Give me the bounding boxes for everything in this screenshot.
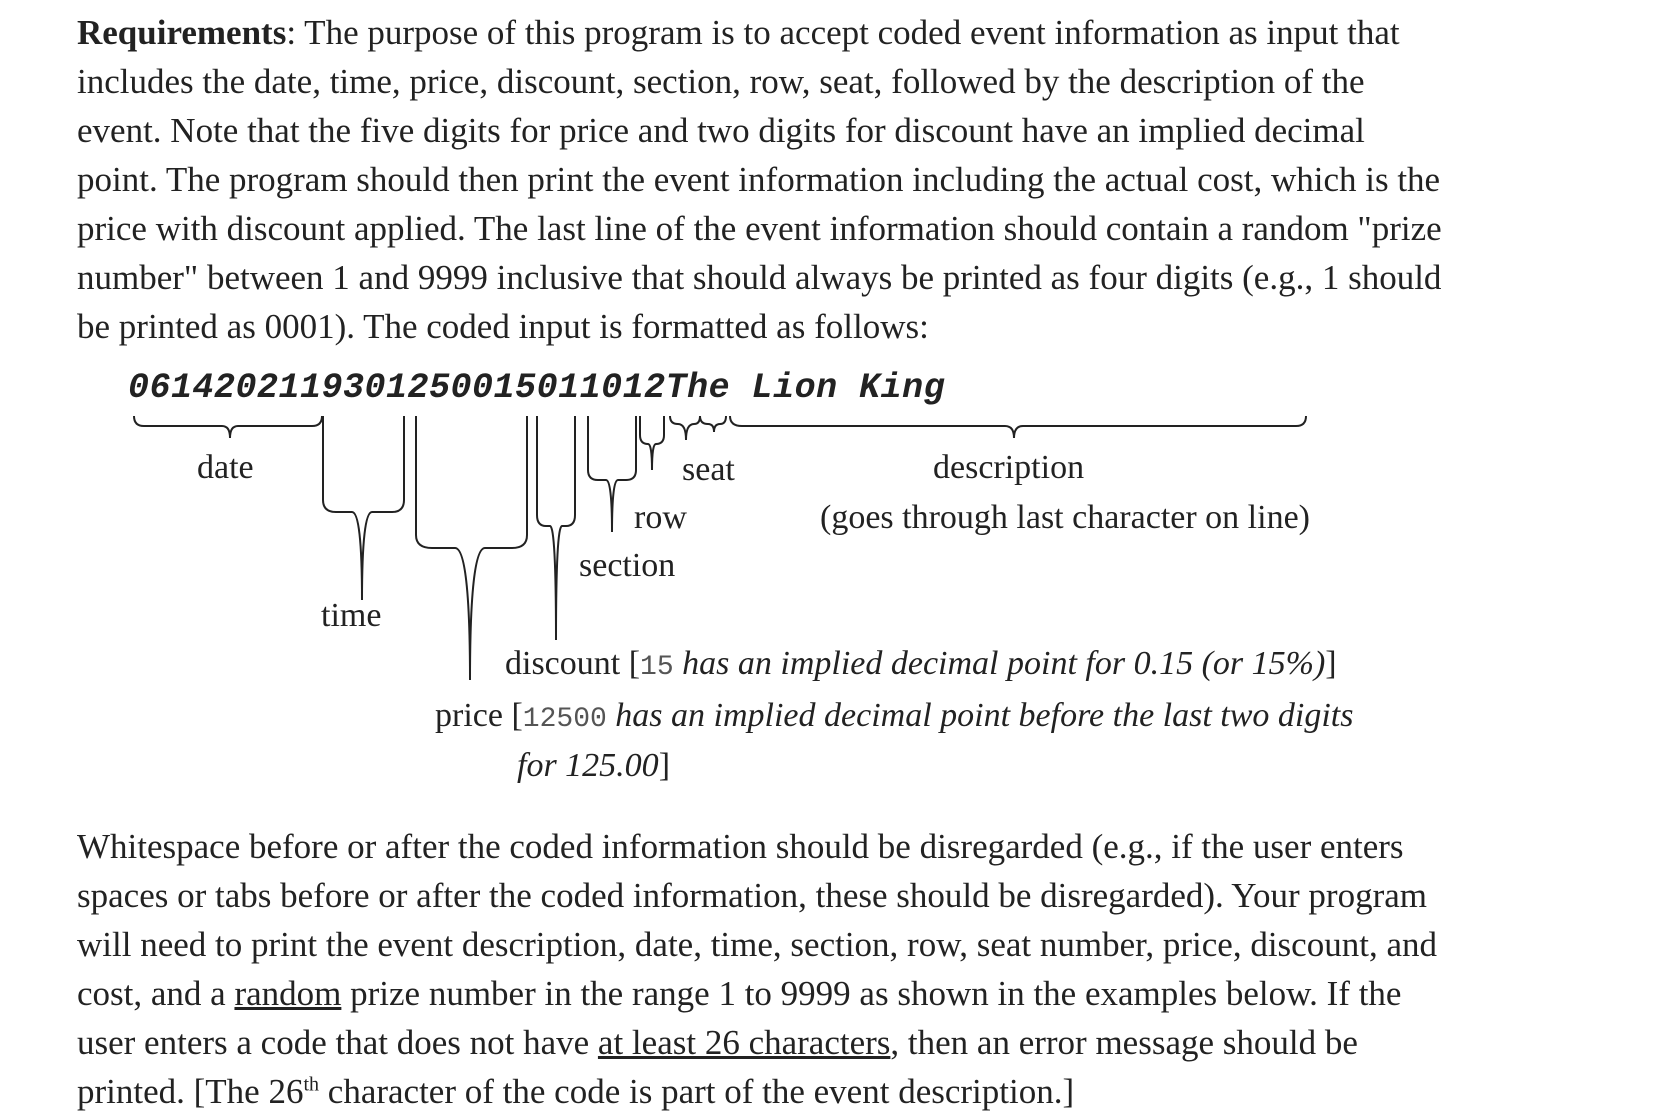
description-brace — [730, 416, 1306, 438]
coded-input-example: 0614202119301250015011012The Lion King — [128, 368, 946, 408]
discount-label: discount [15 has an implied decimal point for 0.15 (or 15%)] — [505, 645, 1337, 683]
description-label: description — [933, 449, 1085, 486]
price-label: price [12500 has an implied decimal point before the last two digits — [435, 697, 1354, 735]
whitespace-line-2: spaces or tabs before or after the coded information, these should be disregarded). Your program — [77, 876, 1427, 915]
whitespace-line-4: cost, and a random prize number in the range 1 to 9999 as shown in the examples below. If the — [77, 974, 1402, 1013]
requirements-line-7: be printed as 0001). The coded input is formatted as follows: — [77, 307, 929, 346]
time-label: time — [321, 597, 382, 634]
discount-value: 15 — [640, 652, 674, 683]
requirements-heading: Requirements — [77, 13, 287, 52]
section-label: section — [579, 547, 676, 584]
requirements-line-5: price with discount applied. The last line of the event information should contain a random "prize — [77, 209, 1442, 248]
whitespace-line-1: Whitespace before or after the coded information should be disregarded (e.g., if the user enters — [77, 827, 1404, 866]
random-emphasis: random — [234, 974, 342, 1013]
price-label-continued: for 125.00] — [517, 747, 671, 784]
seat-brace-2 — [700, 416, 726, 432]
discount-brace — [537, 416, 575, 640]
seat-brace — [670, 416, 700, 440]
row-label: row — [634, 499, 687, 536]
price-brace — [416, 416, 527, 680]
description-note: (goes through last character on line) — [820, 499, 1310, 536]
date-label: date — [197, 449, 254, 486]
whitespace-line-5: user enters a code that does not have at least 26 characters, then an error message should be — [77, 1023, 1358, 1062]
requirements-line-1: Requirements: The purpose of this program is to accept coded event information as input that — [77, 13, 1400, 52]
time-brace — [323, 416, 404, 600]
whitespace-line-6: printed. [The 26th character of the code is part of the event description.] — [77, 1072, 1075, 1111]
price-value: 12500 — [522, 704, 607, 735]
requirements-line-3: event. Note that the five digits for price and two digits for discount have an implied decimal — [77, 111, 1365, 150]
row-brace — [640, 416, 664, 470]
min-length-emphasis: at least 26 characters — [597, 1023, 891, 1062]
date-brace — [134, 416, 322, 438]
whitespace-paragraph — [77, 822, 1577, 1116]
section-brace — [588, 416, 636, 532]
requirements-line-2: includes the date, time, price, discount, section, row, seat, followed by the description of the — [77, 62, 1365, 101]
requirements-line-6: number" between 1 and 9999 inclusive that should always be printed as four digits (e.g., 1 should — [77, 258, 1442, 297]
whitespace-line-3: will need to print the event description, date, time, section, row, seat number, price, discount, and — [77, 925, 1437, 964]
requirements-line-4: point. The program should then print the event information including the actual cost, which is the — [77, 160, 1441, 199]
seat-label: seat — [682, 451, 735, 488]
